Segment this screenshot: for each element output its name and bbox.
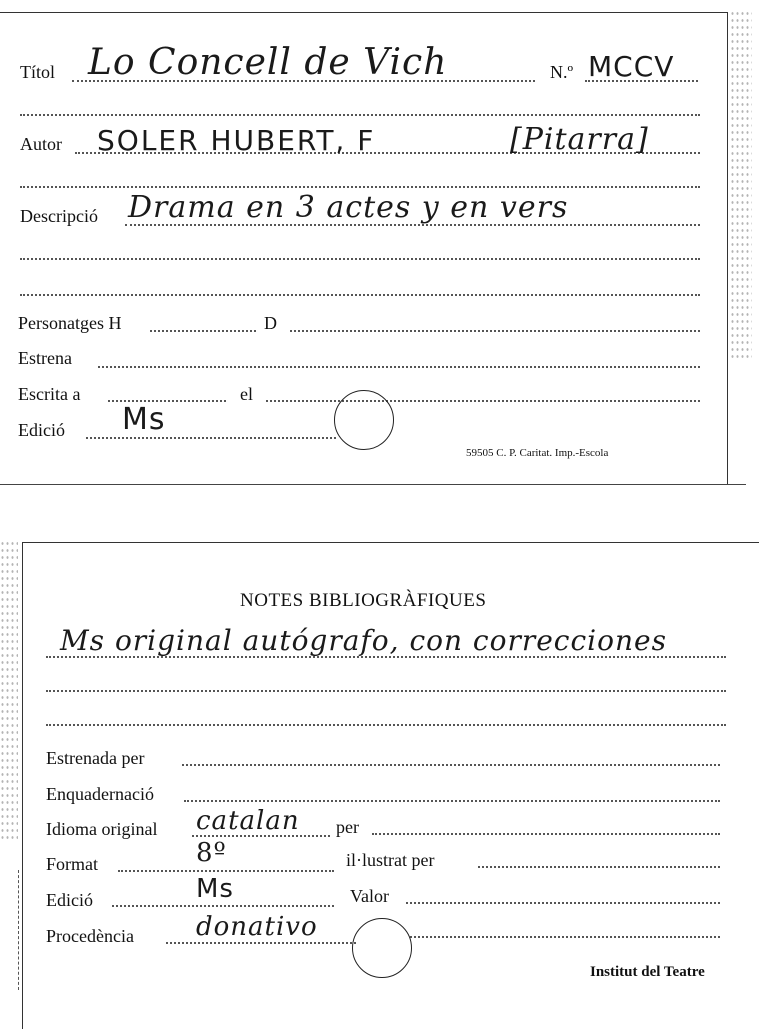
autor-alias: [Pitarra] [510,122,649,157]
titol-extra-line [20,114,700,116]
per-label: per [336,817,359,837]
descripcio-extra-line-2 [20,294,700,296]
scan-noise-left [0,540,18,840]
procedencia-label: Procedència [46,926,134,946]
numero-value: MCCV [588,50,675,83]
autor-value: SOLER HUBERT, F [97,124,376,157]
enquadernacio-label: Enquadernació [46,784,154,804]
notes-line-3 [46,724,726,726]
edicio-label: Edició [18,420,65,440]
titol-value: Lo Concell de Vich [88,42,448,83]
valor-label: Valor [350,886,389,906]
per-line [372,833,720,835]
autor-extra-line [20,186,700,188]
descripcio-extra-line-1 [20,258,700,260]
notes-line-2 [46,690,726,692]
personatges-h-line [150,330,256,332]
edicio2-label: Edició [46,890,93,910]
personatges-d-line [290,330,700,332]
punch-hole-bottom [352,918,412,978]
format-label: Format [46,854,98,874]
descripcio-value: Drama en 3 actes y en vers [128,190,569,225]
el-line [266,400,700,402]
card-top-cut-line [0,484,746,485]
notes-heading: NOTES BIBLIOGRÀFIQUES [240,590,487,611]
notes-value: Ms original autógrafo, con correcciones [60,624,667,657]
titol-label: Títol [20,62,55,82]
autor-label: Autor [20,134,62,154]
illustrat-line [478,866,720,868]
edicio2-value: Ms [196,874,234,904]
escrita-label: Escrita a [18,384,81,404]
estrena-line [98,366,700,368]
estrena-label: Estrena [18,348,72,368]
printer-imprint: 59505 C. P. Caritat. Imp.-Escola [466,447,609,459]
format-line [118,870,334,872]
el-label: el [240,384,253,404]
idioma-value: catalan [196,806,300,836]
valor-line [406,902,720,904]
enquadernacio-line [184,800,720,802]
idioma-label: Idioma original [46,819,158,839]
institution-name: Institut del Teatre [590,964,705,980]
estrenada-label: Estrenada per [46,748,145,768]
descripcio-label: Descripció [20,206,98,226]
edicio2-line [112,905,334,907]
estrenada-line [182,764,720,766]
numero-label: N.º [550,62,574,82]
procedencia-value: donativo [196,912,318,942]
personatges-label: Personatges H [18,313,122,333]
card-bottom-left-edge [18,870,19,990]
scan-noise-right [730,10,752,360]
edicio-value: Ms [122,402,166,437]
format-value: 8º [196,838,227,868]
edicio-line [86,437,336,439]
personatges-d-label: D [264,313,277,333]
procedencia-line-2 [410,936,720,938]
illustrat-label: il·lustrat per [346,850,435,870]
notes-line-1 [46,656,726,658]
punch-hole-top [334,390,394,450]
procedencia-line [166,942,356,944]
